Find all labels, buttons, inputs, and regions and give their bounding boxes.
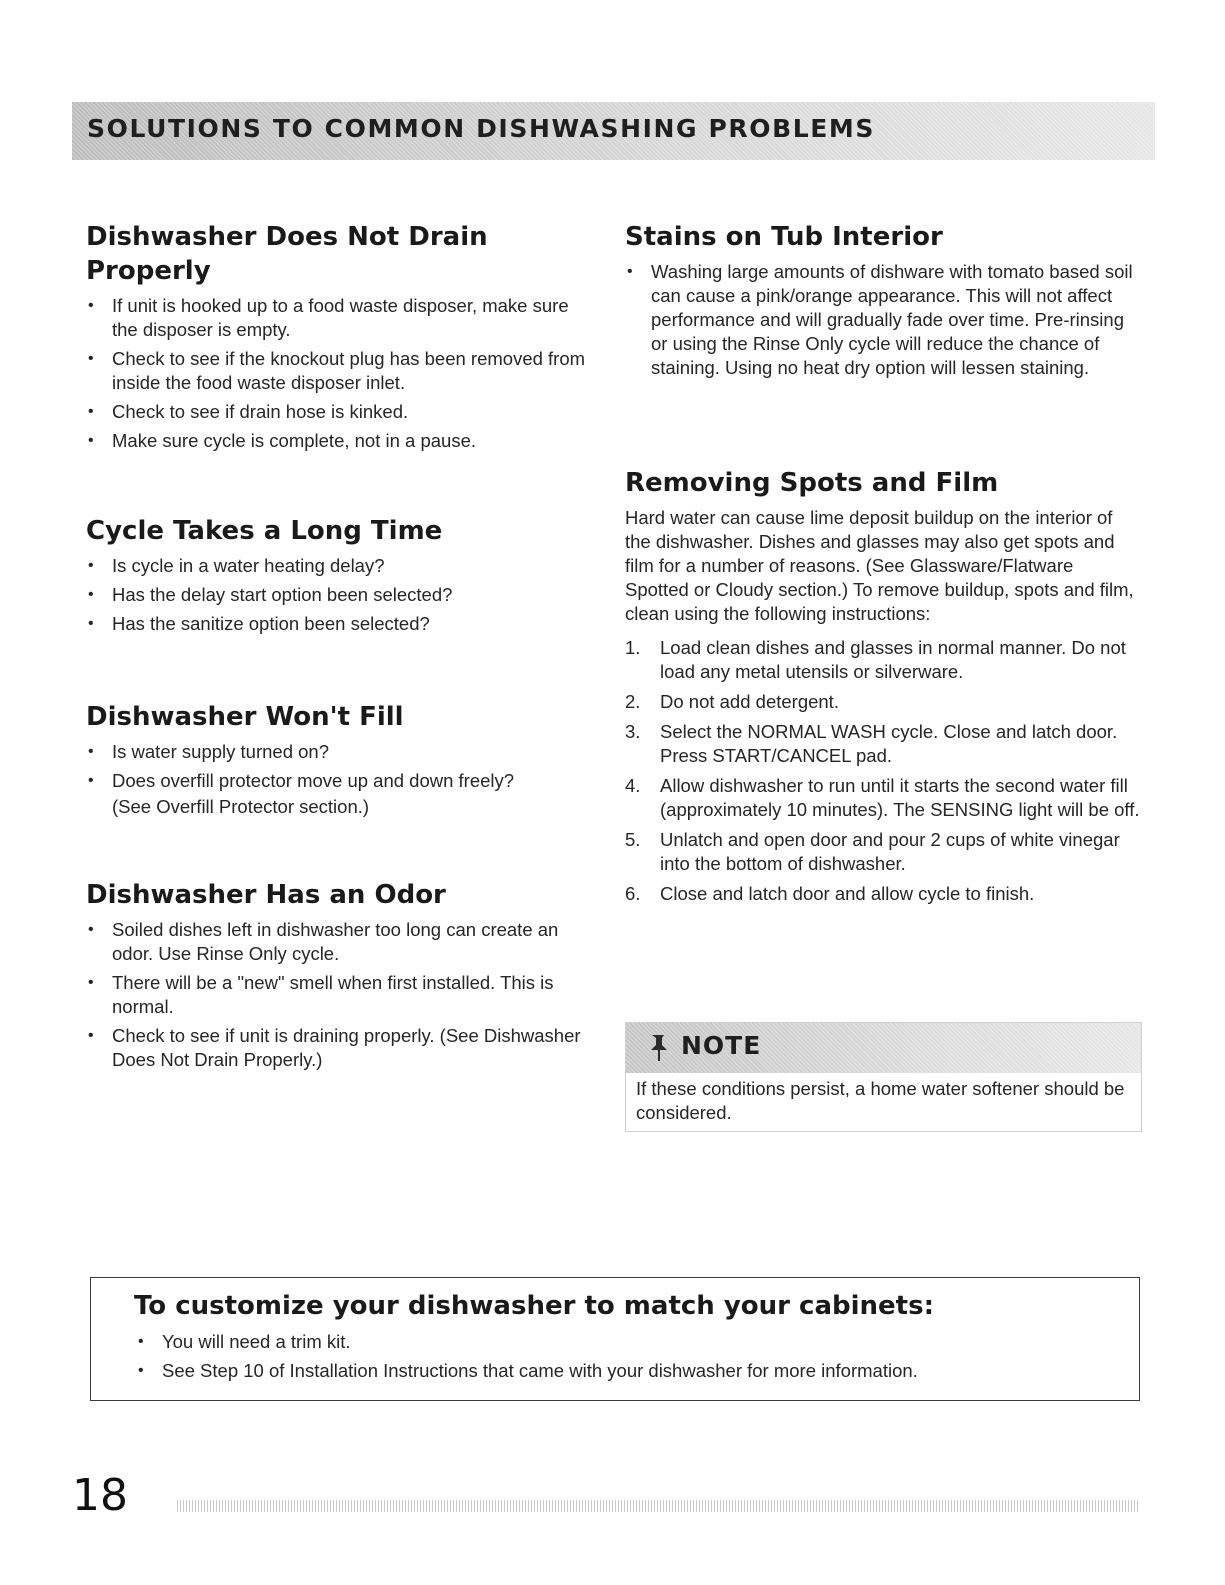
section-title: Dishwasher Won't Fill — [86, 702, 404, 732]
step-number: 2. — [625, 691, 641, 712]
step-item — [625, 720, 1140, 768]
list-item: • Has the sanitize option been selected? — [86, 612, 586, 636]
footer-rule — [177, 1500, 1140, 1512]
list-item: • Check to see if the knockout plug has been removed from inside the food waste disposer inlet. — [86, 347, 586, 395]
list-item: • Is cycle in a water heating delay? — [86, 554, 586, 578]
list-item-continuation: (See Overfill Protector section.) — [112, 796, 370, 817]
list-item: • See Step 10 of Installation Instructions that came with your dishwasher for more information. — [136, 1359, 1116, 1383]
section-spots-film — [625, 466, 1140, 912]
step-item — [625, 774, 1140, 822]
step-text: Allow dishwasher to run until it starts the second water fill (approximately 10 minutes). The SENSING light will be off. — [660, 775, 1140, 820]
customize-title: To customize your dishwasher to match your cabinets: — [134, 1291, 934, 1321]
customize-box — [90, 1277, 1140, 1401]
step-number: 6. — [625, 883, 641, 904]
list-item: • Is water supply turned on? — [86, 740, 586, 764]
list-item: • Soiled dishes left in dishwasher too long can create an odor. Use Rinse Only cycle. — [86, 918, 586, 966]
step-number: 3. — [625, 721, 641, 742]
step-number: 4. — [625, 775, 641, 796]
section-title: Removing Spots and Film — [625, 468, 999, 498]
step-text: Close and latch door and allow cycle to finish. — [660, 883, 1035, 904]
step-number: 5. — [625, 829, 641, 850]
list-item: • Check to see if unit is draining properly. (See Dishwasher Does Not Drain Properly.) — [86, 1024, 586, 1072]
numbered-steps — [625, 636, 1140, 906]
list-item: • Does overfill protector move up and down freely? — [86, 769, 586, 793]
note-box — [625, 1022, 1142, 1132]
list-item: • If unit is hooked up to a food waste disposer, make sure the disposer is empty. — [86, 294, 586, 342]
note-label: NOTE — [681, 1031, 762, 1060]
list-item: • Has the delay start option been selected? — [86, 583, 586, 607]
pushpin-icon — [648, 1033, 670, 1063]
section-title: Cycle Takes a Long Time — [86, 516, 443, 546]
section-does-not-drain — [86, 220, 586, 458]
bullet-list — [86, 554, 586, 636]
list-item: • There will be a "new" smell when first installed. This is normal. — [86, 971, 586, 1019]
step-text: Load clean dishes and glasses in normal manner. Do not load any metal utensils or silverware. — [660, 637, 1126, 682]
bullet-list — [86, 918, 586, 1072]
section-odor — [86, 878, 586, 1077]
section-title: Stains on Tub Interior — [625, 222, 943, 252]
bullet-list — [86, 294, 586, 453]
note-header — [626, 1023, 1141, 1073]
bullet-list — [625, 260, 1140, 380]
step-text: Do not add detergent. — [660, 691, 839, 712]
list-item: • Make sure cycle is complete, not in a pause. — [86, 429, 586, 453]
step-item — [625, 882, 1140, 906]
note-text: If these conditions persist, a home water softener should be considered. — [636, 1078, 1125, 1123]
step-item — [625, 690, 1140, 714]
step-text: Unlatch and open door and pour 2 cups of white vinegar into the bottom of dishwasher. — [660, 829, 1120, 874]
section-title: Dishwasher Has an Odor — [86, 880, 446, 910]
step-item — [625, 828, 1140, 876]
section-banner — [72, 102, 1155, 160]
page-number: 18 — [72, 1470, 128, 1521]
list-item: • Check to see if drain hose is kinked. — [86, 400, 586, 424]
bullet-list — [136, 1330, 1116, 1388]
step-text: Select the NORMAL WASH cycle. Close and latch door. Press START/CANCEL pad. — [660, 721, 1118, 766]
banner-title: SOLUTIONS TO COMMON DISHWASHING PROBLEMS — [87, 114, 876, 143]
section-stains — [625, 220, 1140, 385]
list-item: • You will need a trim kit. — [136, 1330, 1116, 1354]
step-item — [625, 636, 1140, 684]
step-number: 1. — [625, 637, 641, 658]
bullet-list — [86, 740, 586, 819]
list-item: • Washing large amounts of dishware with tomato based soil can cause a pink/orange appearance. This will not affect performance and will gradually fade over time. Pre-rinsing or using the Rinse Only cycle will reduce the chance of staining. Using no heat dry option will lessen staining. — [625, 260, 1140, 380]
intro-paragraph: Hard water can cause lime deposit buildup on the interior of the dishwasher. Dishes and glasses may also get spots and film for a number of reasons. (See Glassware/Flatware Spotted or Cloudy section.) To remove buildup, spots and film, clean using the following instructions: — [625, 507, 1134, 624]
section-wont-fill — [86, 700, 586, 824]
section-long-cycle — [86, 514, 586, 641]
section-title: Dishwasher Does Not Drain Properly — [86, 222, 488, 286]
